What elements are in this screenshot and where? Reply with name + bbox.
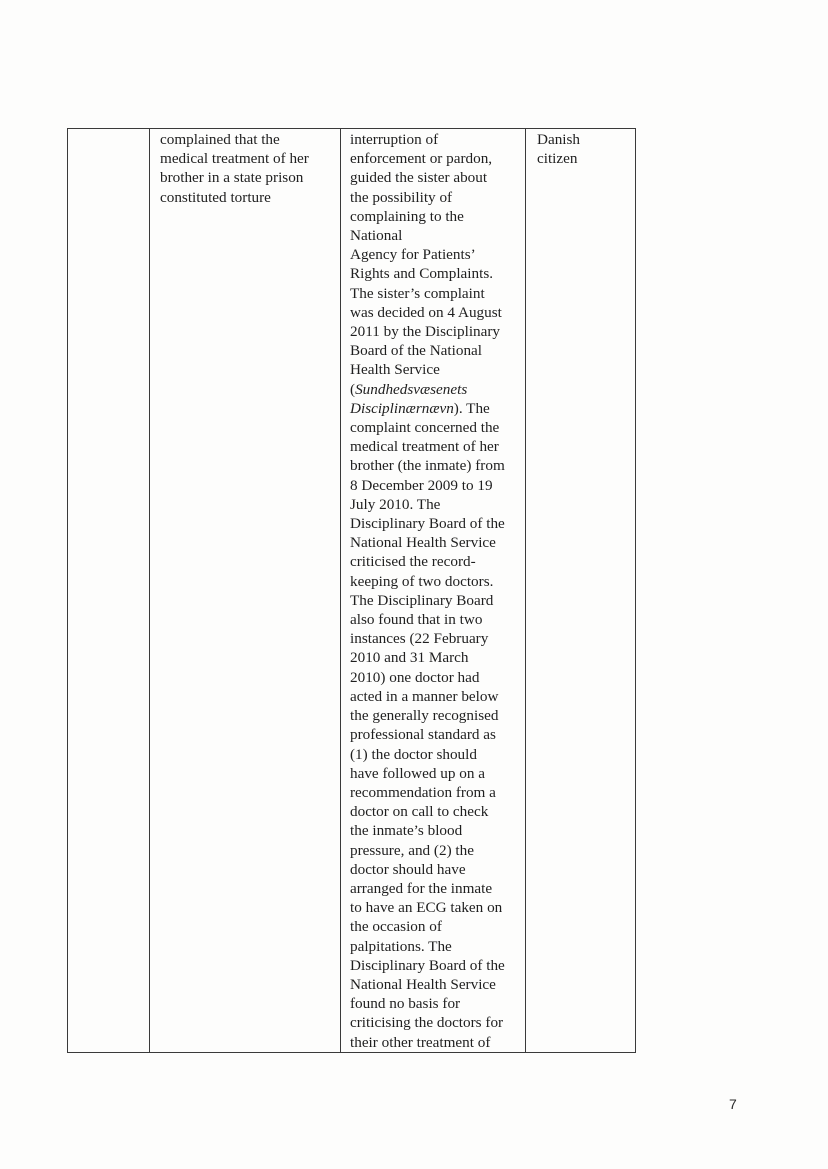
text-line: professional standard as <box>350 726 496 744</box>
text-line: National Health Service <box>350 975 496 993</box>
text-line: Disciplinærnævn). The <box>350 399 490 417</box>
text-line: enforcement or pardon, <box>350 150 493 168</box>
text-line: 2010 and 31 March <box>350 649 469 667</box>
text-line: Agency for Patients’ <box>350 246 476 264</box>
text-line: have followed up on a <box>350 764 485 782</box>
text-line: to have an ECG taken on <box>350 899 503 917</box>
text-line: 2010) one doctor had <box>350 668 480 686</box>
text-line: doctor on call to check <box>350 803 489 821</box>
text-line: acted in a manner below <box>350 687 499 705</box>
text-line: July 2010. The <box>350 495 441 513</box>
table-cell-complaint <box>150 129 341 1053</box>
text-line: citizen <box>537 150 578 168</box>
text-line: pressure, and (2) the <box>350 841 474 859</box>
text-line: Board of the National <box>350 342 483 360</box>
text-line: interruption of <box>350 131 439 148</box>
table-cell-col1 <box>68 129 150 1053</box>
text-line: guided the sister about <box>350 169 488 187</box>
table-cell-nationality <box>526 129 636 1053</box>
text-line: (1) the doctor should <box>350 745 477 763</box>
cell-text-complaint <box>150 129 340 207</box>
text-line: was decided on 4 August <box>350 303 502 321</box>
text-line: complaining to the <box>350 207 464 225</box>
text-line: constituted torture <box>160 188 271 206</box>
text-line: doctor should have <box>350 860 466 878</box>
text-line: the possibility of <box>350 188 453 206</box>
text-line: recommendation from a <box>350 783 496 801</box>
text-line: complaint concerned the <box>350 419 500 437</box>
cell-text-nationality <box>526 129 635 168</box>
text-line: The sister’s complaint <box>350 284 485 302</box>
page-number: 7 <box>729 1096 737 1112</box>
text-line: criticised the record- <box>350 553 476 571</box>
text-line: medical treatment of her <box>350 438 499 456</box>
text-line: National <box>350 227 403 245</box>
text-line: complained that the <box>160 131 280 148</box>
text-line: (Sundhedsvæsenets <box>350 380 468 398</box>
text-line: The Disciplinary Board <box>350 591 494 609</box>
table-cell-decision <box>341 129 526 1053</box>
text-line: also found that in two <box>350 611 483 629</box>
text-line: Health Service <box>350 361 440 379</box>
text-line: brother (the inmate) from <box>350 457 505 475</box>
text-line: Danish <box>537 131 581 148</box>
text-line: brother in a state prison <box>160 169 304 187</box>
text-line: arranged for the inmate <box>350 879 493 897</box>
text-line: the occasion of <box>350 918 442 936</box>
text-line: palpitations. The <box>350 937 452 955</box>
text-line: 2011 by the Disciplinary <box>350 323 501 341</box>
text-line: instances (22 February <box>350 630 489 648</box>
text-line: Disciplinary Board of the <box>350 515 505 533</box>
text-line: National Health Service <box>350 534 496 552</box>
text-line: criticising the doctors for <box>350 1014 504 1032</box>
text-line: 8 December 2009 to 19 <box>350 476 493 494</box>
text-line: Rights and Complaints. <box>350 265 494 283</box>
text-line: medical treatment of her <box>160 150 309 168</box>
text-line: their other treatment of <box>350 1033 491 1051</box>
text-line: found no basis for <box>350 995 461 1013</box>
document-table <box>67 128 636 1053</box>
text-line: keeping of two doctors. <box>350 572 494 590</box>
table-row <box>68 129 636 1053</box>
text-line: the inmate’s blood <box>350 822 463 840</box>
text-line: the generally recognised <box>350 707 499 725</box>
text-line: Disciplinary Board of the <box>350 956 505 974</box>
cell-text-decision <box>341 129 525 1052</box>
